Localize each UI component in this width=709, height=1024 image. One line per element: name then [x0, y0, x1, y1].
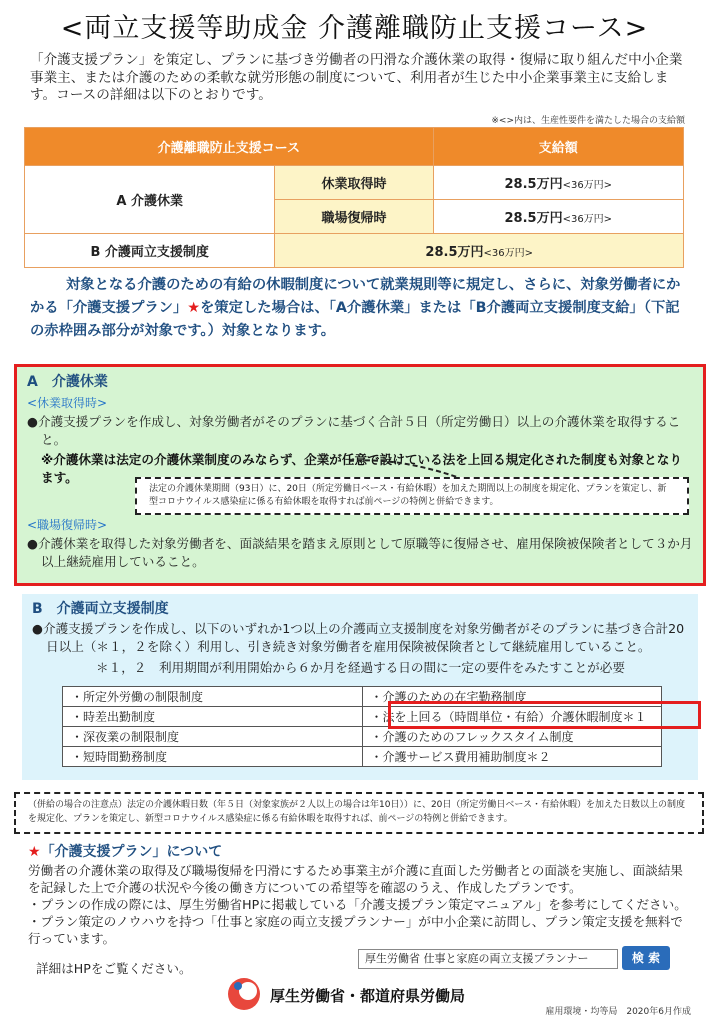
amount-table	[24, 127, 684, 268]
system-item: ・時差出勤制度	[63, 707, 363, 727]
search-input[interactable]: 厚生労働省 仕事と家庭の両立支援プランナー	[358, 949, 618, 969]
course-b-amount: 28.5万円<36万円>	[275, 234, 684, 268]
plan-text	[28, 862, 692, 947]
section-a-title: A 介護休業	[27, 374, 108, 390]
section-a-bullet1: ●介護支援プランを作成し、対象労働者がそのプランに基づく合計５日（所定労働日）以上の介護休業を取得すること。	[27, 414, 681, 447]
course-a1-label: 休業取得時	[275, 166, 433, 200]
connector-line	[347, 459, 467, 479]
page-title: <両立支援等助成金 介護離職防止支援コース>	[60, 13, 649, 44]
system-item: ・所定外労働の制限制度	[63, 687, 363, 707]
course-a2-label: 職場復帰時	[275, 200, 433, 234]
table-header-course: 介護離職防止支援コース	[25, 128, 434, 166]
system-item: ・深夜業の制限制度	[63, 727, 363, 747]
system-item: ・介護のためのフレックスタイム制度	[362, 727, 662, 747]
plan-title: ★「介護支援プラン」について	[28, 844, 223, 860]
course-a1-amount: 28.5万円<36万円>	[433, 166, 683, 200]
section-a-bold-note: ※介護休業は法定の介護休業制度のみならず、企業が任意で設けている法を上回る規定化された制度も対象となります。	[41, 452, 682, 485]
concurrent-payment-note: （併給の場合の注意点）法定の介護休暇日数（年５日（対象家族が２人以上の場合は年10日））に、20日（所定労働日ベース・有給休暇）を加えた日数以上の制度を規定化、プランを策定し、新型コロナウイルス感染症に係る有給休暇を取得すれば、前ページの特例と併給できます。	[14, 792, 704, 834]
section-a-bullet2: ●介護休業を取得した対象労働者を、面談結果を踏まえ原則として原職等に復帰させ、雇用保険被保険者として３か月以上継続雇用していること。	[27, 536, 693, 569]
section-a-box	[14, 364, 706, 586]
plan-paragraph: ・プランの作成の際には、厚生労働省HPに掲載している「介護支援プラン策定マニュアル」を参考にしてください。	[28, 897, 687, 912]
ministry-logo-icon	[226, 976, 262, 1012]
footer-text: 雇用環境・均等局 2020年6月作成	[545, 1007, 691, 1017]
highlight-box	[388, 701, 701, 729]
section-b-note: ＊１，２ 利用期間が利用開始から６か月を経過する日の間に一定の要件をみたすことが必要	[96, 660, 625, 675]
search-button[interactable]: 検 索	[622, 946, 670, 970]
ministry-name: 厚生労働省・都道府県労働局	[270, 987, 466, 1005]
productivity-note: ※<>内は、生産性要件を満たした場合の支給額	[491, 116, 685, 126]
system-item: ・介護のための在宅勤務制度	[362, 687, 662, 707]
section-b-bullet1: ●介護支援プランを作成し、以下のいずれか1つ以上の介護両立支援制度を対象労働者がそのプランに基づき合計20日以上（＊１，２を除く）利用し、引き続き対象労働者を雇用保険被保険者として継続雇用していること。	[32, 621, 685, 654]
star-icon: ★	[187, 300, 201, 316]
plan-paragraph: ・プラン策定のノウハウを持つ「仕事と家庭の両立支援プランナー」が中小企業に訪問し、プラン策定支援を無料で行っています。	[28, 914, 683, 946]
system-item: ・法を上回る（時間単位・有給）介護休暇制度＊１	[362, 707, 662, 727]
system-item: ・短時間勤務制度	[63, 747, 363, 767]
plan-paragraph: 労働者の介護休業の取得及び職場復帰を円滑にするため事業主が介護に直面した労働者との面談を実施し、面談結果を記録した上で介護の状況や今後の働き方についての希望等を確認のうえ、作成したプランです。	[28, 863, 683, 895]
intro-text: 「介護支援プラン」を策定し、プランに基づき労働者の円滑な介護休業の取得・復帰に取り組んだ中小企業事業主、または介護のための柔軟な就労形態の制度について、利用者が生じた中小企業事業主に支給します。コースの詳細は以下のとおりです。	[30, 52, 683, 103]
lead-text: 対象となる介護のための有給の休暇制度について就業規則等に規定し、さらに、対象労働者にかかる「介護支援プラン」★を策定した場合は、「A介護休業」または「B介護両立支援制度支給」（下記の赤枠囲み部分が対象です。）対象となります。	[30, 277, 681, 339]
table-header-amount: 支給額	[433, 128, 683, 166]
detail-text: 詳細はHPをご覧ください。	[36, 961, 192, 976]
course-a-label: A 介護休業	[25, 166, 275, 234]
star-icon: ★	[28, 844, 41, 860]
section-a-dashed-note: 法定の介護休業期間（93日）に、20日（所定労働日ベース・有給休暇）を加えた期間以上の制度を規定化、プランを策定し、新型コロナウイルス感染症に係る有給休暇を取得すれば前ページの特例と併給できます。	[135, 477, 689, 515]
section-b-title: B 介護両立支援制度	[32, 601, 169, 617]
course-a2-amount: 28.5万円<36万円>	[433, 200, 683, 234]
table-row	[63, 727, 662, 747]
section-b-box	[22, 594, 698, 780]
table-row	[63, 747, 662, 767]
course-b-label: B 介護両立支援制度	[25, 234, 275, 268]
section-a-sub2: <職場復帰時>	[27, 518, 108, 532]
system-item: ・介護サービス費用補助制度＊２	[362, 747, 662, 767]
section-a-sub1: <休業取得時>	[27, 396, 108, 410]
